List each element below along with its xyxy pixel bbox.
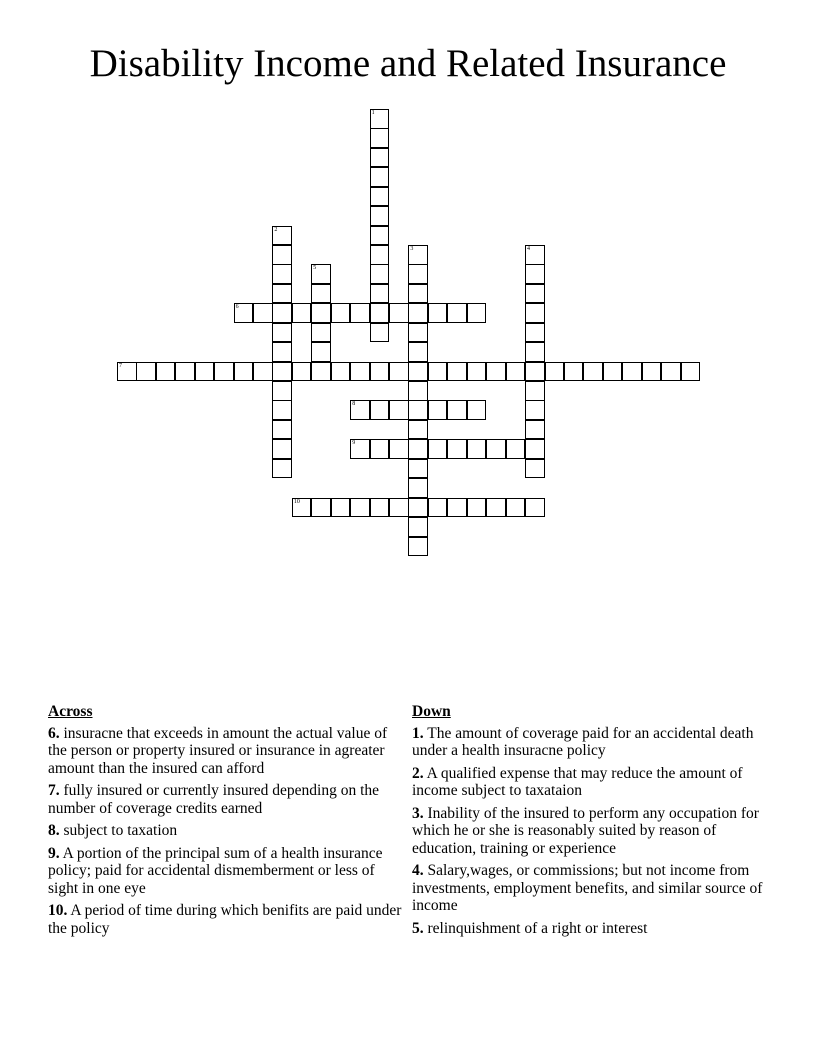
clue-number: 4. bbox=[412, 862, 424, 879]
grid-cell[interactable] bbox=[272, 362, 292, 382]
grid-cell[interactable] bbox=[389, 303, 409, 323]
grid-cell[interactable] bbox=[370, 148, 390, 168]
clue-down-2 bbox=[412, 765, 768, 800]
grid-cell[interactable] bbox=[272, 459, 292, 479]
grid-cell[interactable] bbox=[486, 498, 506, 518]
grid-cell[interactable] bbox=[447, 303, 467, 323]
across-clues bbox=[48, 703, 404, 942]
grid-cell[interactable] bbox=[175, 362, 195, 382]
grid-cell[interactable] bbox=[408, 323, 428, 343]
clue-number-label: 1 bbox=[371, 110, 375, 116]
grid-cell[interactable] bbox=[583, 362, 603, 382]
grid-cell[interactable] bbox=[292, 303, 312, 323]
clue-number-label: 10 bbox=[293, 498, 300, 505]
grid-cell[interactable] bbox=[331, 498, 351, 518]
grid-cell[interactable] bbox=[408, 459, 428, 479]
clue-number-label: 3 bbox=[410, 246, 414, 252]
clue-number-label: 6 bbox=[235, 304, 239, 311]
grid-cell[interactable] bbox=[370, 323, 390, 343]
clue-down-3 bbox=[412, 805, 768, 858]
grid-cell[interactable] bbox=[370, 303, 390, 323]
grid-cell[interactable] bbox=[506, 362, 526, 382]
clue-text: A qualified expense that may reduce the amount of income subject to taxataion bbox=[412, 764, 743, 799]
grid-cell[interactable] bbox=[272, 420, 292, 440]
grid-cell[interactable] bbox=[350, 439, 370, 459]
grid-cell[interactable] bbox=[525, 284, 545, 304]
grid-cell[interactable] bbox=[195, 362, 215, 382]
grid-cell[interactable] bbox=[311, 284, 331, 304]
clue-across-9 bbox=[48, 845, 404, 898]
grid-cell[interactable] bbox=[525, 459, 545, 479]
grid-cell[interactable] bbox=[331, 362, 351, 382]
grid-cell[interactable] bbox=[311, 342, 331, 362]
grid-cell[interactable] bbox=[272, 381, 292, 401]
grid-cell[interactable] bbox=[253, 303, 273, 323]
grid-cell[interactable] bbox=[622, 362, 642, 382]
clue-number: 5. bbox=[412, 919, 424, 937]
clue-number: 9. bbox=[48, 844, 60, 862]
clue-number: 7. bbox=[48, 782, 60, 799]
grid-cell[interactable] bbox=[350, 400, 370, 420]
clue-text: relinquishment of a right or interest bbox=[427, 919, 648, 937]
grid-cell[interactable] bbox=[272, 323, 292, 343]
clue-number: 3. bbox=[412, 804, 424, 822]
clue-number-label: 9 bbox=[352, 440, 356, 447]
clue-number-label: 2 bbox=[274, 226, 278, 233]
page-title: Disability Income and Related Insurance bbox=[89, 42, 727, 85]
grid-cell[interactable] bbox=[408, 478, 428, 498]
clue-text: Salary,wages, or commissions; but not income from investments, employment benefits, and similar source of income bbox=[412, 862, 763, 914]
grid-cell[interactable] bbox=[389, 498, 409, 518]
clue-text: subject to taxation bbox=[63, 822, 178, 839]
grid-cell[interactable] bbox=[370, 264, 390, 284]
across-heading: Across bbox=[48, 703, 93, 720]
grid-cell[interactable] bbox=[525, 303, 545, 323]
grid-cell[interactable] bbox=[350, 303, 370, 323]
grid-cell[interactable] bbox=[428, 400, 448, 420]
grid-cell[interactable] bbox=[370, 400, 390, 420]
clue-text: Inability of the insured to perform any occupation for which he or she is reasonably suited by reason of education, training or experience bbox=[412, 804, 759, 857]
grid-cell[interactable] bbox=[292, 498, 312, 518]
grid-cell[interactable] bbox=[272, 439, 292, 459]
grid-cell[interactable] bbox=[234, 303, 254, 323]
grid-cell[interactable] bbox=[272, 400, 292, 420]
clue-text: A portion of the principal sum of a health insurance policy; paid for accidental dismemberment or less of sight in one eye bbox=[48, 844, 383, 897]
grid-cell[interactable] bbox=[525, 362, 545, 382]
grid-cell[interactable] bbox=[408, 420, 428, 440]
clue-across-7 bbox=[48, 782, 404, 817]
clue-text: fully insured or currently insured depending on the number of coverage credits earned bbox=[48, 782, 380, 817]
grid-cell[interactable] bbox=[408, 284, 428, 304]
clue-number: 10. bbox=[48, 902, 68, 919]
grid-cell[interactable] bbox=[525, 264, 545, 284]
grid-cell[interactable] bbox=[272, 245, 292, 265]
grid-cell[interactable] bbox=[370, 128, 390, 148]
grid-cell[interactable] bbox=[331, 303, 351, 323]
grid-cell[interactable] bbox=[389, 362, 409, 382]
grid-cell[interactable] bbox=[564, 362, 584, 382]
grid-cell[interactable] bbox=[370, 245, 390, 265]
grid-cell[interactable] bbox=[525, 420, 545, 440]
grid-cell[interactable] bbox=[370, 498, 390, 518]
clue-number: 1. bbox=[412, 724, 424, 742]
grid-cell[interactable] bbox=[389, 439, 409, 459]
grid-cell[interactable] bbox=[506, 498, 526, 518]
grid-cell[interactable] bbox=[408, 342, 428, 362]
grid-cell[interactable] bbox=[272, 284, 292, 304]
grid-cell[interactable] bbox=[428, 439, 448, 459]
grid-cell[interactable] bbox=[370, 439, 390, 459]
grid-cell[interactable] bbox=[661, 362, 681, 382]
grid-cell[interactable] bbox=[447, 498, 467, 518]
grid-cell[interactable] bbox=[486, 439, 506, 459]
grid-cell[interactable] bbox=[136, 362, 156, 382]
grid-cell[interactable] bbox=[408, 245, 428, 265]
clue-number-label: 8 bbox=[352, 401, 356, 408]
grid-cell[interactable] bbox=[525, 323, 545, 343]
clue-number-label: 7 bbox=[119, 362, 122, 369]
grid-cell[interactable] bbox=[603, 362, 623, 382]
grid-cell[interactable] bbox=[467, 303, 487, 323]
grid-cell[interactable] bbox=[370, 187, 390, 207]
down-clues bbox=[412, 703, 768, 942]
clue-down-1 bbox=[412, 725, 768, 760]
grid-cell[interactable] bbox=[370, 284, 390, 304]
grid-cell[interactable] bbox=[408, 498, 428, 518]
grid-cell[interactable] bbox=[292, 362, 312, 382]
clue-text: A period of time during which benifits are paid under the policy bbox=[48, 902, 402, 937]
grid-cell[interactable] bbox=[428, 362, 448, 382]
grid-cell[interactable] bbox=[525, 400, 545, 420]
grid-cell[interactable] bbox=[486, 362, 506, 382]
clue-number: 8. bbox=[48, 822, 60, 839]
grid-cell[interactable] bbox=[642, 362, 662, 382]
grid-cell[interactable] bbox=[428, 303, 448, 323]
grid-cell[interactable] bbox=[525, 381, 545, 401]
grid-cell[interactable] bbox=[350, 362, 370, 382]
grid-cell[interactable] bbox=[370, 109, 390, 129]
grid-cell[interactable] bbox=[467, 498, 487, 518]
clue-number-label: 5 bbox=[313, 265, 317, 272]
grid-cell[interactable] bbox=[311, 362, 331, 382]
clue-down-5 bbox=[412, 920, 768, 938]
grid-cell[interactable] bbox=[370, 206, 390, 226]
clue-across-8 bbox=[48, 822, 404, 840]
grid-cell[interactable] bbox=[545, 362, 565, 382]
grid-cell[interactable] bbox=[408, 537, 428, 557]
grid-cell[interactable] bbox=[408, 439, 428, 459]
grid-cell[interactable] bbox=[214, 362, 234, 382]
grid-cell[interactable] bbox=[311, 264, 331, 284]
grid-cell[interactable] bbox=[525, 439, 545, 459]
clue-text: The amount of coverage paid for an accidental death under a health insuracne policy bbox=[412, 724, 754, 759]
grid-cell[interactable] bbox=[350, 498, 370, 518]
grid-cell[interactable] bbox=[389, 400, 409, 420]
grid-cell[interactable] bbox=[408, 517, 428, 537]
grid-cell[interactable] bbox=[370, 226, 390, 246]
grid-cell[interactable] bbox=[272, 264, 292, 284]
grid-cell[interactable] bbox=[156, 362, 176, 382]
clue-number: 2. bbox=[412, 764, 424, 782]
grid-cell[interactable] bbox=[272, 303, 292, 323]
grid-cell[interactable] bbox=[311, 498, 331, 518]
grid-cell[interactable] bbox=[311, 303, 331, 323]
grid-cell[interactable] bbox=[408, 381, 428, 401]
clue-down-4 bbox=[412, 862, 768, 915]
grid-cell[interactable] bbox=[234, 362, 254, 382]
grid-cell[interactable] bbox=[525, 342, 545, 362]
down-heading: Down bbox=[412, 703, 451, 720]
grid-cell[interactable] bbox=[408, 362, 428, 382]
clue-number: 6. bbox=[48, 724, 60, 742]
clue-text: insuracne that exceeds in amount the actual value of the person or property insured or insurance in agreater amount than the insured can afford bbox=[48, 724, 388, 777]
clue-across-6 bbox=[48, 725, 404, 778]
grid-cell[interactable] bbox=[408, 303, 428, 323]
grid-cell[interactable] bbox=[253, 362, 273, 382]
clue-across-10 bbox=[48, 902, 404, 937]
grid-cell[interactable] bbox=[525, 498, 545, 518]
grid-cell[interactable] bbox=[370, 362, 390, 382]
grid-cell[interactable] bbox=[447, 400, 467, 420]
grid-cell[interactable] bbox=[681, 362, 701, 382]
grid-cell[interactable] bbox=[467, 439, 487, 459]
grid-cell[interactable] bbox=[311, 323, 331, 343]
grid-cell[interactable] bbox=[428, 498, 448, 518]
grid-cell[interactable] bbox=[408, 264, 428, 284]
grid-cell[interactable] bbox=[467, 400, 487, 420]
grid-cell[interactable] bbox=[117, 362, 137, 382]
grid-cell[interactable] bbox=[447, 439, 467, 459]
grid-cell[interactable] bbox=[370, 167, 390, 187]
grid-cell[interactable] bbox=[408, 400, 428, 420]
grid-cell[interactable] bbox=[525, 245, 545, 265]
grid-cell[interactable] bbox=[272, 226, 292, 246]
grid-cell[interactable] bbox=[506, 439, 526, 459]
grid-cell[interactable] bbox=[272, 342, 292, 362]
clue-number-label: 4 bbox=[527, 246, 530, 252]
grid-cell[interactable] bbox=[467, 362, 487, 382]
grid-cell[interactable] bbox=[447, 362, 467, 382]
